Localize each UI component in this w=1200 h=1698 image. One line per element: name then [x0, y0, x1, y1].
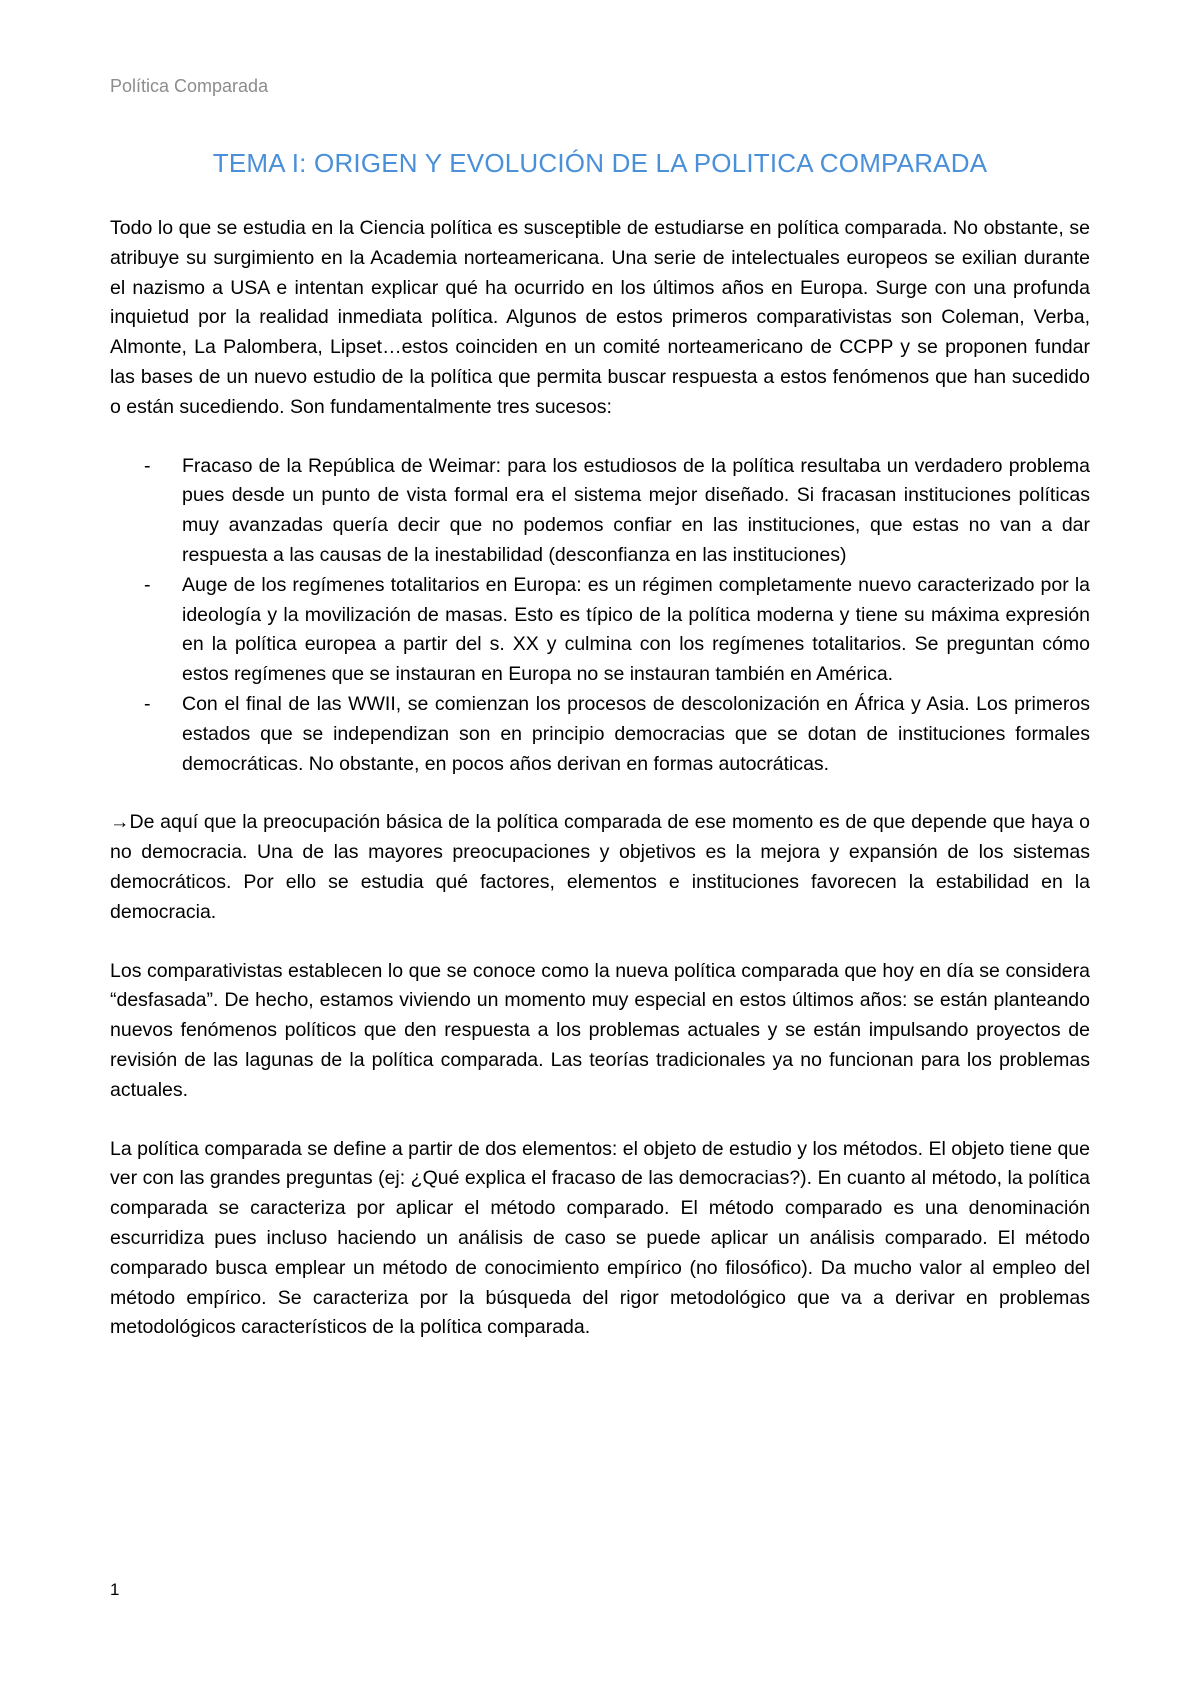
intro-paragraph: Todo lo que se estudia en la Ciencia política es susceptible de estudiarse en política comparada. No obstante, se atribuye su surgimiento en la Academia norteamericana. Una serie de intelectuales europeos se exilian durante el nazismo a USA e intentan explicar qué ha ocurrido en los últimos años en Europa. Surge con una profunda inquietud por la realidad inmediata política. Algunos de estos primeros comparativistas son Coleman, Verba, Almonte, La Palombera, Lipset…estos coinciden en un comité norteamericano de CCPP y se proponen fundar las bases de un nuevo estudio de la política que permita buscar respuesta a estos fenómenos que han sucedido o están sucediendo. Son fundamentalmente tres sucesos:	[110, 217, 1090, 418]
list-item	[110, 452, 1090, 571]
right-arrow-icon: →	[110, 811, 130, 834]
bullet-marker: -	[144, 573, 151, 596]
paragraph-object-and-method: La política comparada se define a partir de dos elementos: el objeto de estudio y los métodos. El objeto tiene que ver con las grandes preguntas (ej: ¿Qué explica el fracaso de las democracias?). En cuanto al método, la política comparada se caracteriza por aplicar el método comparado. El método comparado es una denominación escurridiza pues incluso haciendo un análisis de caso se puede aplicar un análisis comparado. El método comparado busca emplear un método de conocimiento empírico (no filosófico). Da mucho valor al empleo del método empírico. Se caracteriza por la búsqueda del rigor metodológico que va a derivar en problemas metodológicos característicos de la política comparada.	[110, 1137, 1090, 1339]
document-body	[110, 214, 1090, 1372]
page-number: 1	[110, 1580, 120, 1599]
events-list	[110, 452, 1090, 780]
document-title: TEMA I: ORIGEN Y EVOLUCIÓN DE LA POLITICA COMPARADA	[212, 148, 988, 178]
list-item-text: Con el final de las WWII, se comienzan los procesos de descolonización en África y Asia. Los primeros estados que se independizan son en principio democracias que se dotan de instituciones formales democráticas. No obstante, en pocos años derivan en formas autocráticas.	[182, 692, 1090, 775]
list-item	[110, 690, 1090, 779]
running-header: Política Comparada	[110, 76, 269, 96]
bullet-marker: -	[144, 454, 151, 477]
arrow-paragraph-text: De aquí que la preocupación básica de la política comparada de ese momento es de que depende que haya o no democracia. Una de las mayores preocupaciones y objetivos es la mejora y expansión de los sistemas democráticos. Por ello se estudia qué factores, elementos e instituciones favorecen la estabilidad en la democracia.	[110, 811, 1090, 923]
paragraph-new-comparative-politics: Los comparativistas establecen lo que se conoce como la nueva política comparada que hoy en día se considera “desfasada”. De hecho, estamos viviendo un momento muy especial en estos últimos años: se están planteando nuevos fenómenos políticos que den respuesta a los problemas actuales y se están impulsando proyectos de revisión de las lagunas de la política comparada. Las teorías tradicionales ya no funcionan para los problemas actuales.	[110, 959, 1090, 1101]
bullet-marker: -	[144, 692, 151, 715]
list-item-text: Auge de los regímenes totalitarios en Europa: es un régimen completamente nuevo caracterizado por la ideología y la movilización de masas. Esto es típico de la política moderna y tiene su máxima expresión en la política europea a partir del s. XX y culmina con los regímenes totalitarios. Se preguntan cómo estos regímenes que se instauran en Europa no se instauran también en América.	[182, 573, 1090, 686]
list-item-text: Fracaso de la República de Weimar: para los estudiosos de la política resultaba un verdadero problema pues desde un punto de vista formal era el sistema mejor diseñado. Si fracasan instituciones políticas muy avanzadas quería decir que no podemos confiar en las instituciones, que estas no van a dar respuesta a las causas de la inestabilidad (desconfianza en las instituciones)	[182, 454, 1090, 566]
arrow-paragraph	[110, 808, 1090, 927]
list-item	[110, 571, 1090, 690]
